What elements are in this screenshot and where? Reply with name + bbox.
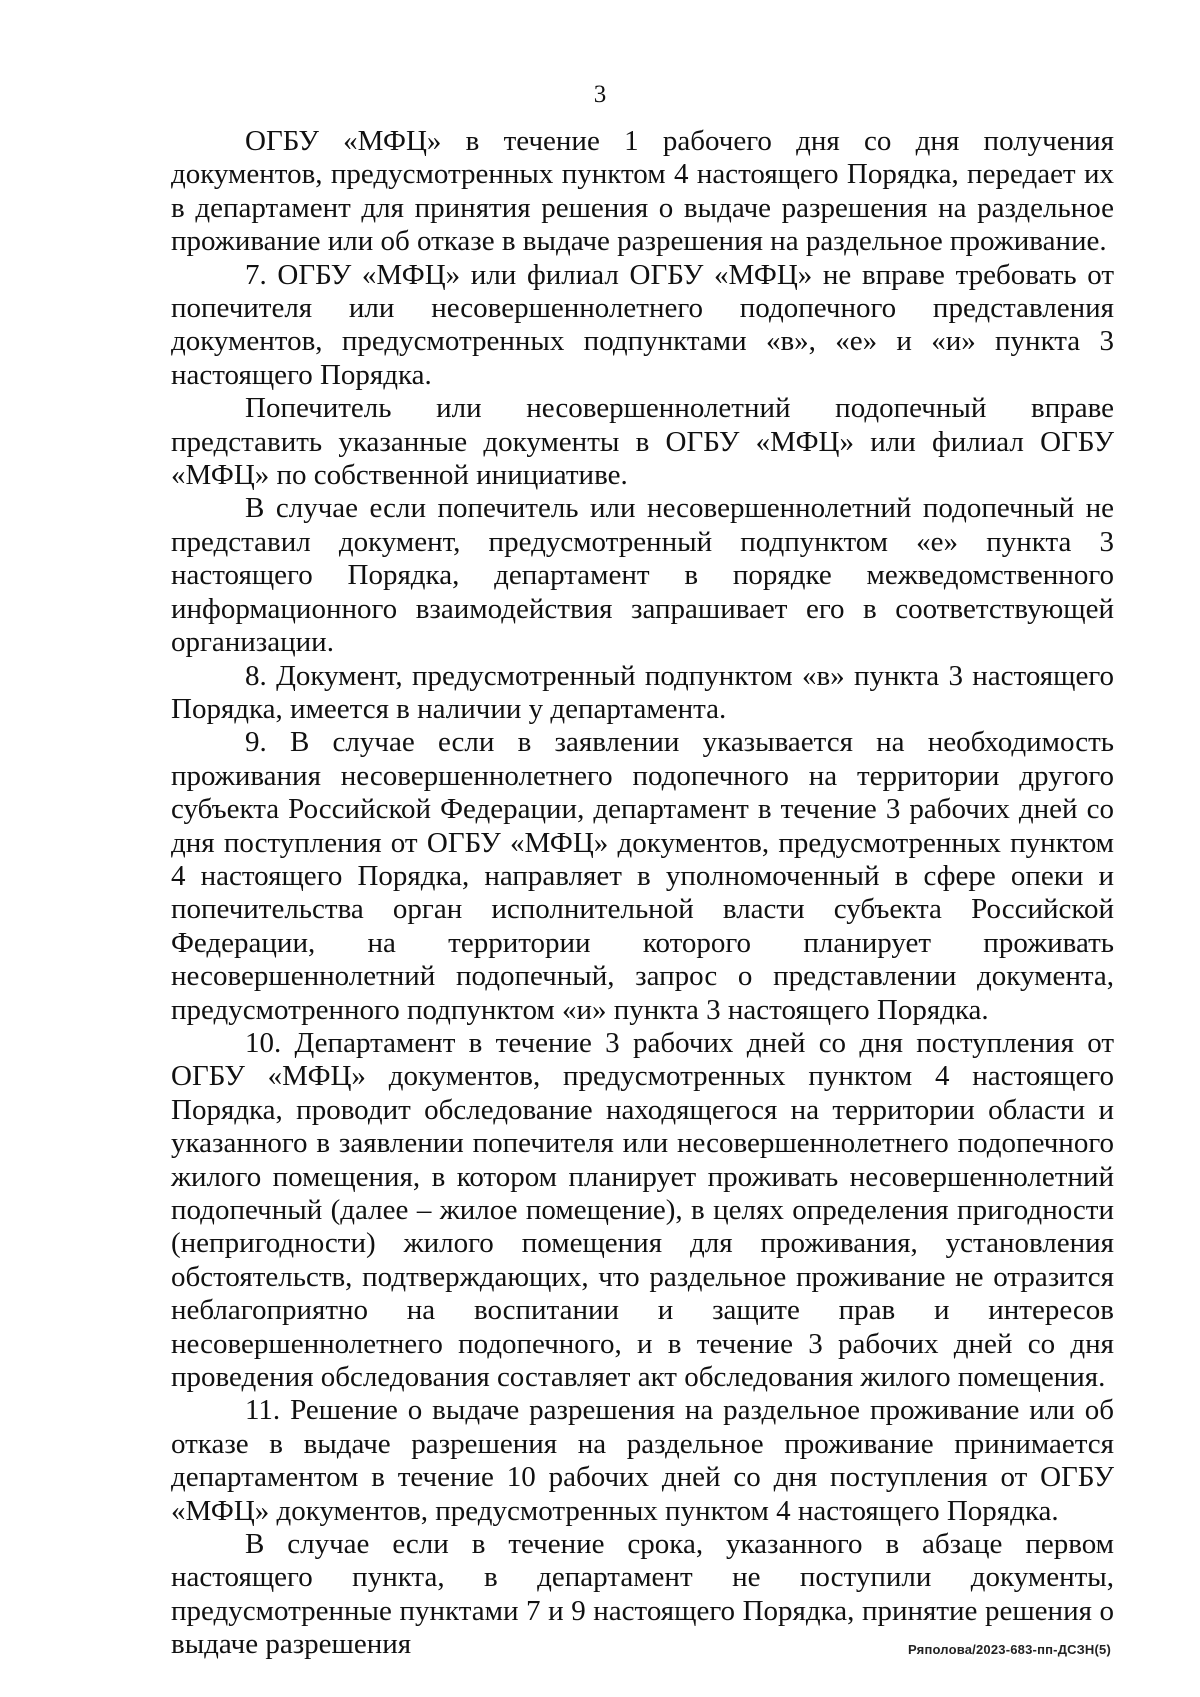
paragraph-item-7-interagency: В случае если попечитель или несовершеннолетний подопечный не представил документ, предусмотренный подпунктом «е» пункта 3 настоящего Порядка, департамент в порядке межведомственного информационного взаимодействия запрашивает его в соответствующей организации.	[171, 492, 1114, 659]
page-number: 3	[593, 81, 607, 108]
paragraph-item-11-continued: В случае если в течение срока, указанного в абзаце первом настоящего пункта, в департамент не поступили документы, предусмотренные пунктами 7 и 9 настоящего Порядка, принятие решения о выдаче разрешения	[171, 1528, 1114, 1661]
document-registration-code: Ряполова/2023-683-пп-ДСЗН(5)	[907, 1642, 1111, 1657]
paragraph-item-7: 7. ОГБУ «МФЦ» или филиал ОГБУ «МФЦ» не вправе требовать от попечителя или несовершеннолетнего подопечного представления документов, предусмотренных подпунктами «в», «е» и «и» пункта 3 настоящего Порядка.	[171, 258, 1114, 391]
paragraph-item-8: 8. Документ, предусмотренный подпунктом «в» пункта 3 настоящего Порядка, имеется в наличии у департамента.	[171, 659, 1114, 725]
paragraph-item-10: 10. Департамент в течение 3 рабочих дней со дня поступления от ОГБУ «МФЦ» документов, предусмотренных пунктом 4 настоящего Порядка, проводит обследование находящегося на территории области и указанного в заявлении попечителя или несовершеннолетнего подопечного жилого помещения, в котором планирует проживать несовершеннолетний подопечный (далее – жилое помещение), в целях определения пригодности (непригодности) жилого помещения для проживания, установления обстоятельств, подтверждающих, что раздельное проживание не отразится неблагоприятно на воспитании и защите прав и интересов несовершеннолетнего подопечного, и в течение 3 рабочих дней со дня проведения обследования составляет акт обследования жилого помещения.	[171, 1026, 1114, 1394]
paragraph-item-9: 9. В случае если в заявлении указывается на необходимость проживания несовершеннолетнего подопечного на территории другого субъекта Российской Федерации, департамент в течение 3 рабочих дней со дня поступления от ОГБУ «МФЦ» документов, предусмотренных пунктом 4 настоящего Порядка, направляет в уполномоченный в сфере опеки и попечительства орган исполнительной власти субъекта Российской Федерации, на территории которого планирует проживать несовершеннолетний подопечный, запрос о представлении документа, предусмотренного подпунктом «и» пункта 3 настоящего Порядка.	[171, 726, 1114, 1026]
document-body	[171, 125, 1114, 1662]
paragraph-item-11: 11. Решение о выдаче разрешения на раздельное проживание или об отказе в выдаче разрешения на раздельное проживание принимается департаментом в течение 10 рабочих дней со дня поступления от ОГБУ «МФЦ» документов, предусмотренных пунктом 4 настоящего Порядка.	[171, 1394, 1114, 1527]
paragraph-mfc-transfer: ОГБУ «МФЦ» в течение 1 рабочего дня со дня получения документов, предусмотренных пунктом 4 настоящего Порядка, передает их в департамент для принятия решения о выдаче разрешения на раздельное проживание или об отказе в выдаче разрешения на раздельное проживание.	[171, 125, 1114, 258]
paragraph-item-7-own-initiative: Попечитель или несовершеннолетний подопечный вправе представить указанные документы в ОГБУ «МФЦ» или филиал ОГБУ «МФЦ» по собственной инициативе.	[171, 392, 1114, 492]
